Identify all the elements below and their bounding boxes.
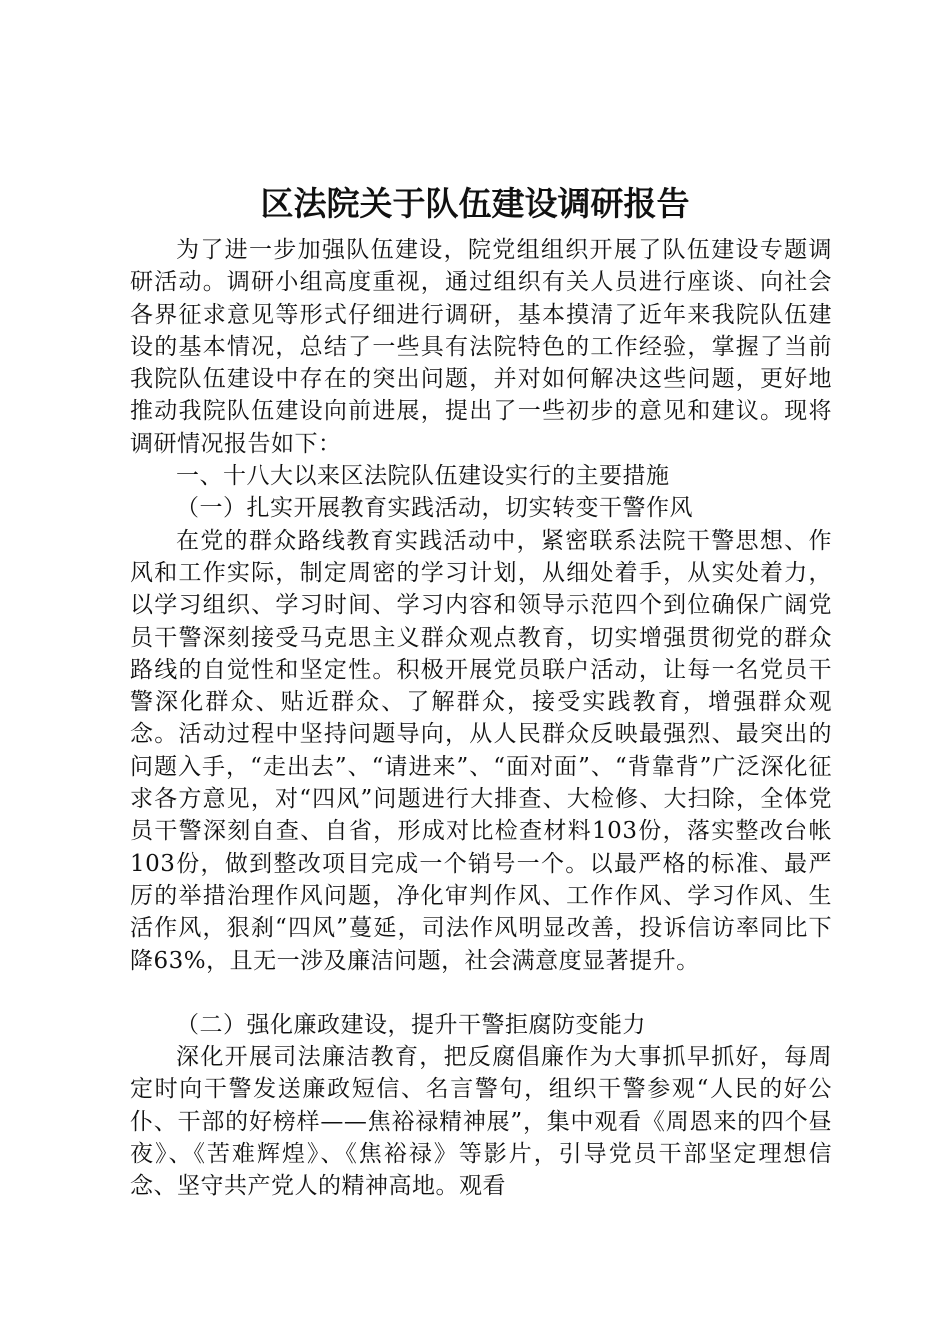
subsection-heading-2: （二）强化廉政建设，提升干警拒腐防变能力 xyxy=(176,1011,646,1038)
document-title: 区法院关于队伍建设调研报告 xyxy=(260,184,690,223)
section-heading-1: 一、十八大以来区法院队伍建设实行的主要措施 xyxy=(176,463,670,490)
subsection-heading-1: （一）扎实开展教育实践活动，切实转变干警作风 xyxy=(176,495,693,522)
body-paragraph-2: 深化开展司法廉洁教育，把反腐倡廉作为大事抓早抓好，每周定时向干警发送廉政短信、名言警句，组织干警参观“人民的好公仆、干部的好榜样——焦裕禄精神展”，集中观看《周恩来的四个昼夜》、《苦难辉煌》、《焦裕禄》等影片，引导党员干部坚定理想信念、坚守共产党人的精神高地。观看 xyxy=(130,1044,832,1200)
body-paragraph-1: 在党的群众路线教育实践活动中，紧密联系法院干警思想、作风和工作实际，制定周密的学习计划，从细处着手，从实处着力，以学习组织、学习时间、学习内容和领导示范四个到位确保广阔党员干警深刻接受马克思主义群众观点教育，切实增强贯彻党的群众路线的自觉性和坚定性。积极开展党员联户活动，让每一名党员干警深化群众、贴近群众、了解群众，接受实践教育，增强群众观念。活动过程中坚持问题导向，从人民群众反映最强烈、最突出的问题入手，“走出去”、“请进来”、“面对面”、“背靠背”广泛深化征求各方意见，对“四风”问题进行大排查、大检修、大扫除，全体党员干警深刻自查、自省，形成对比检查材料103份，落实整改台帐103份，做到整改项目完成一个销号一个。以最严格的标准、最严厉的举措治理作风问题，净化审判作风、工作作风、学习作风、生活作风，狠刹“四风”蔓延，司法作风明显改善，投诉信访率同比下降63%，且无一涉及廉洁问题，社会满意度显著提升。 xyxy=(130,527,832,974)
intro-paragraph: 为了进一步加强队伍建设，院党组组织开展了队伍建设专题调研活动。调研小组高度重视，通过组织有关人员进行座谈、向社会各界征求意见等形式仔细进行调研，基本摸清了近年来我院队伍建设的基本情况，总结了一些具有法院特色的工作经验，掌握了当前我院队伍建设中存在的突出问题，并对如何解决这些问题，更好地推动我院队伍建设向前进展，提出了一些初步的意见和建议。现将调研情况报告如下： xyxy=(130,237,832,457)
document-body xyxy=(130,234,832,1203)
